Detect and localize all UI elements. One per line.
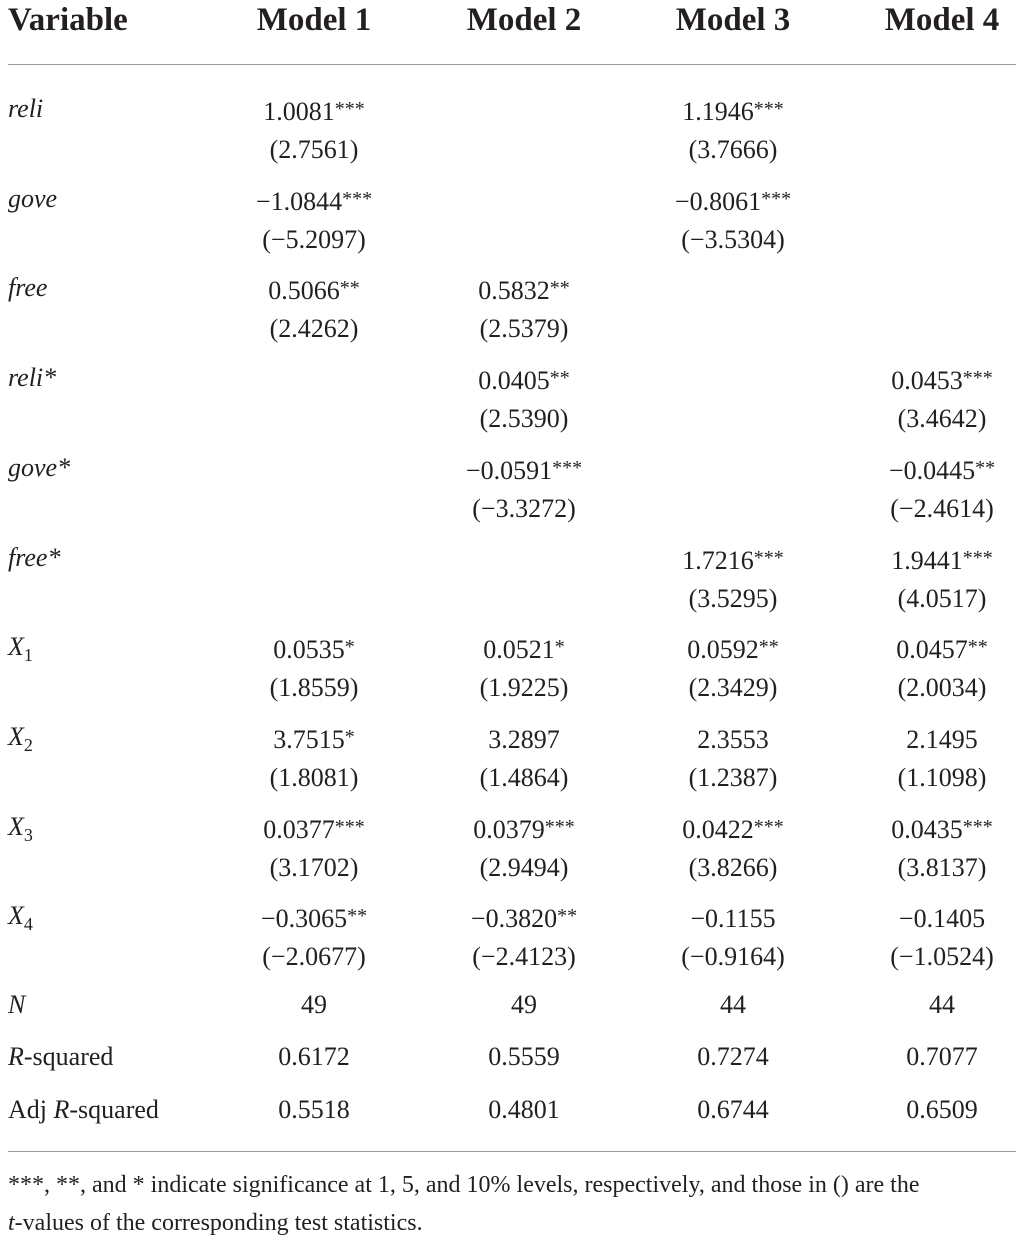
coefficient-value: 0.5832: [478, 276, 550, 305]
significance-stars: ***: [342, 188, 373, 210]
coefficient-value: 0.0521: [483, 635, 555, 664]
header-model-1: Model 1: [256, 2, 372, 38]
cell-model-4: [890, 897, 993, 976]
footer-rule: [8, 1151, 1016, 1152]
header-model-2: Model 2: [466, 2, 582, 38]
coefficient-value: 0.0453: [891, 366, 963, 395]
coefficient-value: −0.1405: [898, 904, 986, 933]
t-value: (3.7666): [688, 135, 778, 164]
coefficient-value: 2.1495: [906, 725, 978, 754]
significance-stars: ***: [544, 816, 575, 838]
row-variable-label: [8, 632, 33, 665]
cell-model-4: [889, 449, 995, 528]
coefficient-value: −0.8061: [674, 187, 762, 216]
row-variable-label: [8, 722, 33, 755]
coefficient-value: 0.0379: [473, 815, 545, 844]
significance-stars: ***: [753, 547, 784, 569]
t-value: (−1.0524): [890, 942, 994, 971]
significance-stars: **: [975, 457, 996, 479]
cell-model-1: [270, 628, 359, 707]
coefficient: [682, 90, 784, 131]
cell-model-1: [270, 718, 359, 797]
t-value: (3.5295): [688, 584, 778, 613]
stat-label-symbol: N: [8, 990, 26, 1019]
cell-model-2: [473, 808, 575, 887]
significance-stars: **: [549, 367, 570, 389]
coefficient: [268, 269, 360, 310]
variable-name: free: [8, 273, 48, 302]
variable-name: X: [8, 812, 24, 841]
coefficient: [480, 718, 569, 759]
coefficient: [478, 269, 570, 310]
coefficient-value: 0.0377: [263, 815, 335, 844]
t-value: (1.4864): [479, 763, 569, 792]
t-value: (2.5379): [479, 314, 569, 343]
t-value: (3.8266): [688, 853, 778, 882]
coefficient-value: −0.3065: [260, 904, 348, 933]
stat-value-model-4: 44: [929, 990, 955, 1019]
t-value: (1.8559): [269, 673, 359, 702]
stat-value-model-1: 0.6172: [278, 1042, 350, 1071]
coefficient-value: 0.0405: [478, 366, 550, 395]
cell-model-2: [480, 628, 569, 707]
coefficient: [891, 808, 993, 849]
stat-value-model-1: 0.5518: [278, 1095, 350, 1124]
row-variable-label: [8, 812, 33, 845]
coefficient-value: 0.5066: [268, 276, 340, 305]
variable-name: reli*: [8, 363, 57, 392]
coefficient: [682, 539, 784, 580]
stat-label-symbol: R: [53, 1095, 70, 1124]
coefficient-value: −0.0591: [465, 456, 553, 485]
cell-model-4: [898, 718, 987, 797]
stat-value-model-4: 0.6509: [906, 1095, 978, 1124]
t-value: (3.4642): [897, 404, 987, 433]
cell-model-3: [682, 90, 784, 169]
cell-model-1: [261, 897, 367, 976]
coefficient: [682, 808, 784, 849]
significance-stars: *: [554, 636, 565, 658]
coefficient-value: 0.0535: [273, 635, 345, 664]
variable-subscript: 3: [23, 825, 33, 845]
stat-label: [8, 1042, 113, 1072]
significance-stars: ***: [753, 98, 784, 120]
significance-stars: ***: [962, 547, 993, 569]
stat-value-model-2: 0.5559: [488, 1042, 560, 1071]
t-value: (1.1098): [897, 763, 987, 792]
significance-stars: ***: [761, 188, 792, 210]
stat-value-model-3: 44: [720, 990, 746, 1019]
significance-stars: **: [758, 636, 779, 658]
variable-name: free*: [8, 543, 61, 572]
stat-value-model-3: 0.6744: [697, 1095, 769, 1124]
variable-name: X: [8, 901, 24, 930]
coefficient: [466, 449, 582, 490]
stat-label-rest: -squared: [69, 1095, 159, 1124]
coefficient-value: 0.0422: [682, 815, 754, 844]
stat-value-model-3: 0.7274: [697, 1042, 769, 1071]
t-value: (2.5390): [479, 404, 569, 433]
coefficient: [478, 359, 570, 400]
coefficient: [270, 628, 359, 669]
row-variable-label: [8, 543, 60, 573]
coefficient-value: −0.3820: [470, 904, 558, 933]
significance-stars: **: [967, 636, 988, 658]
coefficient: [261, 897, 367, 938]
significance-stars: ***: [334, 816, 365, 838]
cell-model-4: [891, 359, 993, 438]
coefficient: [889, 449, 995, 490]
coefficient-value: 3.7515: [273, 725, 345, 754]
t-value: (3.8137): [897, 853, 987, 882]
stat-label-prefix: Adj: [8, 1095, 54, 1124]
cell-model-3: [681, 897, 784, 976]
coefficient-value: −0.0445: [888, 456, 976, 485]
coefficient-value: 0.0592: [687, 635, 759, 664]
significance-stars: ***: [334, 98, 365, 120]
cell-model-1: [263, 90, 365, 169]
significance-stars: **: [549, 277, 570, 299]
stat-value-model-4: 0.7077: [906, 1042, 978, 1071]
coefficient: [256, 180, 372, 221]
coefficient-value: 1.9441: [891, 546, 963, 575]
stat-value-model-2: 0.4801: [488, 1095, 560, 1124]
coefficient-value: 3.2897: [488, 725, 560, 754]
t-value: (2.7561): [269, 135, 359, 164]
significance-stars: **: [557, 905, 578, 927]
significance-stars: ***: [962, 816, 993, 838]
note-t-symbol: t: [8, 1210, 15, 1236]
variable-name: gove*: [8, 453, 71, 482]
t-value: (−0.9164): [681, 942, 785, 971]
row-variable-label: [8, 273, 47, 303]
coefficient-value: 2.3553: [697, 725, 769, 754]
coefficient: [891, 539, 993, 580]
stat-label: [8, 1095, 159, 1125]
table-header: [0, 0, 1022, 44]
variable-subscript: 4: [23, 914, 33, 934]
coefficient: [689, 718, 778, 759]
stat-label-symbol: R: [8, 1042, 24, 1071]
coefficient: [473, 808, 575, 849]
coefficient: [898, 718, 987, 759]
variable-name: reli: [8, 94, 44, 123]
row-variable-label: [8, 363, 56, 393]
stat-value-model-1: 49: [301, 990, 327, 1019]
coefficient-value: −1.0844: [255, 187, 343, 216]
stat-label-rest: -squared: [23, 1042, 114, 1071]
coefficient: [890, 897, 993, 938]
cell-model-3: [675, 180, 791, 259]
header-model-3: Model 3: [675, 2, 791, 38]
coefficient-value: 1.7216: [682, 546, 754, 575]
t-value: (2.4262): [269, 314, 359, 343]
cell-model-3: [682, 539, 784, 618]
cell-model-1: [256, 180, 372, 259]
stat-label: [8, 990, 25, 1020]
coefficient: [675, 180, 791, 221]
table-note: [8, 1166, 1018, 1242]
coefficient-value: 1.0081: [263, 97, 335, 126]
cell-model-1: [268, 269, 360, 348]
significance-stars: ***: [753, 816, 784, 838]
significance-stars: ***: [552, 457, 583, 479]
t-value: (−5.2097): [262, 225, 366, 254]
variable-name: gove: [8, 184, 58, 213]
t-value: (−3.3272): [472, 494, 576, 523]
cell-model-1: [263, 808, 365, 887]
t-value: (4.0517): [897, 584, 987, 613]
cell-model-2: [466, 449, 582, 528]
coefficient: [270, 718, 359, 759]
variable-subscript: 2: [23, 735, 33, 755]
cell-model-3: [689, 718, 778, 797]
coefficient: [687, 628, 779, 669]
cell-model-2: [480, 718, 569, 797]
cell-model-4: [891, 539, 993, 618]
coefficient-value: 1.1946: [682, 97, 754, 126]
coefficient: [480, 628, 569, 669]
coefficient: [891, 359, 993, 400]
coefficient: [896, 628, 988, 669]
row-variable-label: [8, 184, 57, 214]
note-line-1: ***, **, and * indicate significance at 1, 5, and 10% levels, respectively, and those in () are the: [8, 1172, 920, 1198]
cell-model-4: [896, 628, 988, 707]
cell-model-2: [478, 359, 570, 438]
significance-stars: *: [344, 726, 355, 748]
coefficient-value: −0.1155: [690, 904, 776, 933]
t-value: (3.1702): [269, 853, 359, 882]
t-value: (2.0034): [897, 673, 987, 702]
cell-model-3: [682, 808, 784, 887]
t-value: (−2.4123): [472, 942, 576, 971]
significance-stars: *: [344, 636, 355, 658]
coefficient-value: 0.0457: [896, 635, 968, 664]
significance-stars: **: [347, 905, 368, 927]
t-value: (−2.0677): [262, 942, 366, 971]
t-value: (2.9494): [479, 853, 569, 882]
variable-name: X: [8, 632, 24, 661]
coefficient: [263, 808, 365, 849]
significance-stars: **: [339, 277, 360, 299]
t-value: (−2.4614): [890, 494, 994, 523]
row-variable-label: [8, 901, 33, 934]
t-value: (1.8081): [269, 763, 359, 792]
header-variable: Variable: [8, 2, 128, 38]
variable-subscript: 1: [23, 645, 33, 665]
header-model-4: Model 4: [884, 2, 1000, 38]
coefficient: [681, 897, 784, 938]
coefficient-value: 0.0435: [891, 815, 963, 844]
t-value: (1.9225): [479, 673, 569, 702]
stat-value-model-2: 49: [511, 990, 537, 1019]
t-value: (2.3429): [688, 673, 778, 702]
header-rule: [8, 64, 1016, 65]
cell-model-2: [471, 897, 577, 976]
cell-model-4: [891, 808, 993, 887]
t-value: (1.2387): [688, 763, 778, 792]
t-value: (−3.5304): [681, 225, 785, 254]
coefficient: [471, 897, 577, 938]
cell-model-2: [478, 269, 570, 348]
coefficient: [263, 90, 365, 131]
significance-stars: ***: [962, 367, 993, 389]
row-variable-label: [8, 94, 43, 124]
variable-name: X: [8, 722, 24, 751]
note-line-2: -values of the corresponding test statistics.: [14, 1210, 423, 1236]
row-variable-label: [8, 453, 70, 483]
cell-model-3: [687, 628, 779, 707]
